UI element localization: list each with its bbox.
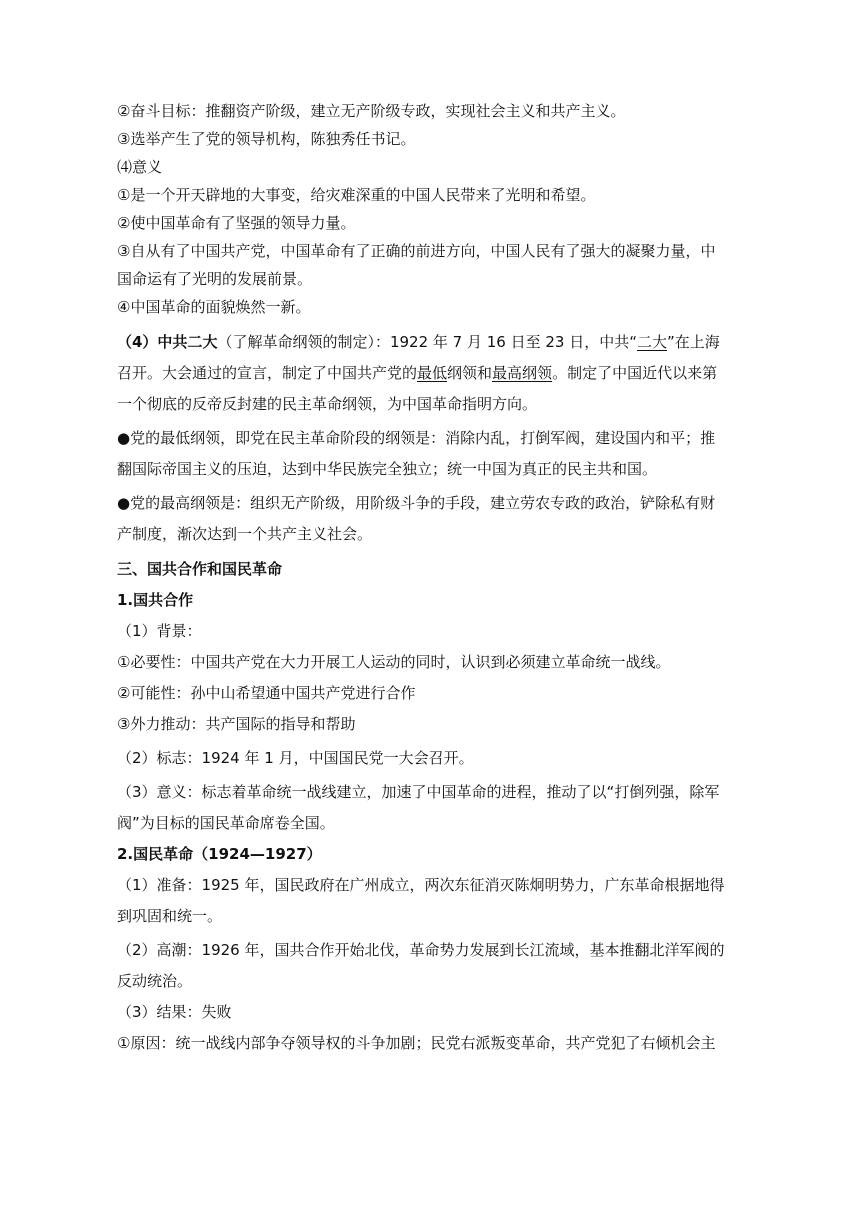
text-line: ①必要性：中国共产党在大力开展工人运动的同时，认识到必须建立革命统一战线。	[117, 653, 671, 671]
section-heading: 三、国共合作和国民革命	[117, 560, 283, 578]
document-body	[117, 97, 747, 1059]
text-line: ②使中国革命有了坚强的领导力量。	[117, 214, 356, 232]
underlined-term: 最高纲领	[492, 364, 553, 382]
text-line: ③选举产生了党的领导机构，陈独秀任书记。	[117, 130, 416, 148]
text-span: 召开。大会通过的宣言，制定了中国共产党的	[117, 364, 418, 382]
text-line: （1）背景：	[117, 622, 202, 640]
text-line: （2）高潮：1926 年，国共合作开始北伐，革命势力发展到长江流域，基本推翻北洋军阀的	[117, 941, 725, 959]
text-span: 。制定了中国近代以来第	[552, 364, 718, 382]
text-line: ●党的最高纲领是：组织无产阶级，用阶级斗争的手段，建立劳农专政的政治，铲除私有财	[117, 494, 716, 512]
text-line: ②可能性：孙中山希望通中国共产党进行合作	[117, 684, 416, 702]
text-line: 产制度，渐次达到一个共产主义社会。	[117, 525, 373, 543]
subsection-heading: 2.国民革命（1924—1927）	[117, 845, 322, 863]
text-line: ②奋斗目标：推翻资产阶级，建立无产阶级专政，实现社会主义和共产主义。	[117, 102, 626, 120]
text-line: 一个彻底的反帝反封建的民主革命纲领，为中国革命指明方向。	[117, 395, 538, 413]
text-line: （3）结果：失败	[117, 1003, 232, 1021]
underlined-term: 最低	[417, 364, 448, 382]
text-line: 翻国际帝国主义的压迫，达到中华民族完全独立；统一中国为真正的民主共和国。	[117, 460, 658, 478]
text-line: （3）意义：标志着革命统一战线建立，加速了中国革命的进程，推动了以“打倒列强，除军	[117, 783, 720, 801]
subsection-heading: 1.国共合作	[117, 591, 194, 609]
text-line: （2）标志：1924 年 1 月，中国国民党一大会召开。	[117, 749, 474, 767]
text-span: ”在上海	[667, 333, 720, 351]
heading-second-congress: （4）中共二大	[117, 333, 218, 351]
text-line: 国命运有了光明的发展前景。	[117, 270, 313, 288]
text-line: ③自从有了中国共产党，中国革命有了正确的前进方向，中国人民有了强大的凝聚力量，中	[117, 242, 716, 260]
text-line: （1）准备：1925 年，国民政府在广州成立，两次东征消灭陈炯明势力，广东革命根据地得	[117, 876, 725, 894]
text-line: ①原因：统一战线内部争夺领导权的斗争加剧；民党右派叛变革命，共产党犯了右倾机会主	[117, 1034, 716, 1052]
text-span: 纲领和	[447, 364, 493, 382]
text-line: ④中国革命的面貌焕然一新。	[117, 298, 311, 316]
text-line: ③外力推动：共产国际的指导和帮助	[117, 715, 356, 733]
text-line: 到巩固和统一。	[117, 907, 223, 925]
text-span: （了解革命纲领的制定）：1922 年 7 月 16 日至 23 日，中共“	[217, 333, 637, 351]
text-line: 反动统治。	[117, 972, 193, 990]
underlined-term: 二大	[637, 333, 668, 351]
text-line: ⑷意义	[117, 158, 163, 176]
text-line: 阀”为目标的国民革命席卷全国。	[117, 814, 335, 832]
text-line-second-congress	[117, 327, 747, 358]
text-line: ●党的最低纲领，即党在民主革命阶段的纲领是：消除内乱，打倒军阀，建设国内和平；推	[117, 429, 716, 447]
text-line	[117, 358, 747, 389]
text-line: ①是一个开天辟地的大事变，给灾难深重的中国人民带来了光明和希望。	[117, 186, 596, 204]
